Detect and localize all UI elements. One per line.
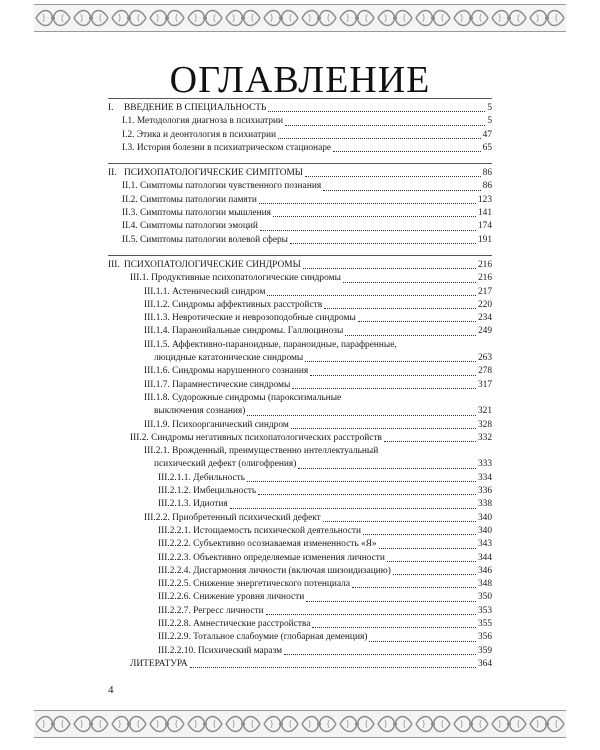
- toc-entry[interactable]: [108, 207, 492, 220]
- leader-dots: [268, 111, 485, 112]
- toc-entry-title: III.1.4. Параноийальные синдромы. Галлюцинозы: [144, 326, 344, 337]
- toc-entry[interactable]: [108, 631, 492, 644]
- leader-dots: [393, 574, 476, 575]
- top-ornament-band: [34, 4, 566, 32]
- toc-entry[interactable]: [108, 312, 492, 325]
- leader-dots: [369, 641, 476, 642]
- bottom-ornament-band: [34, 710, 566, 738]
- toc-entry[interactable]: [108, 392, 492, 419]
- toc-entry[interactable]: [108, 538, 492, 551]
- table-of-contents: [108, 98, 492, 679]
- toc-entry-title: III.2. Синдромы негативных психопатологических расстройств: [130, 432, 382, 443]
- leader-dots: [259, 203, 476, 204]
- leader-dots: [284, 654, 476, 655]
- toc-entry-title: III.1.2. Синдромы аффективных расстройств: [144, 299, 323, 310]
- toc-entry-title: III.2.2.6. Снижение уровня личности: [158, 592, 305, 603]
- toc-entry-title: III.2.1.2. Имбецильность: [158, 486, 257, 497]
- toc-entry[interactable]: [108, 658, 492, 671]
- toc-entry-page: 263: [477, 353, 492, 364]
- ornament-pattern-bottom: [34, 711, 566, 737]
- toc-entry[interactable]: [108, 379, 492, 392]
- toc-entry-title: III.2.2.10. Психический маразм: [158, 645, 283, 656]
- toc-entry[interactable]: [108, 194, 492, 207]
- toc-entry[interactable]: [108, 591, 492, 604]
- toc-entry-page: 334: [477, 472, 492, 483]
- leader-dots: [312, 627, 476, 628]
- toc-entry-title: III.1.3. Невротические и неврозоподобные синдромы: [144, 313, 356, 324]
- toc-entry-title: III.1.1. Астенический синдром: [144, 286, 266, 297]
- toc-entry-page: 216: [477, 273, 492, 284]
- leader-dots: [258, 494, 476, 495]
- toc-entry-page: 332: [477, 432, 492, 443]
- toc-entry-page: 336: [477, 486, 492, 497]
- leader-dots: [323, 190, 480, 191]
- toc-entry[interactable]: [108, 525, 492, 538]
- toc-entry-page: 355: [477, 618, 492, 629]
- toc-entry-title: ПСИХОПАТОЛОГИЧЕСКИЕ СИМПТОМЫ: [124, 168, 303, 179]
- leader-dots: [266, 614, 476, 615]
- toc-entry[interactable]: [108, 272, 492, 285]
- leader-dots: [333, 151, 481, 152]
- leader-dots: [285, 125, 485, 126]
- toc-entry-title: III.2.2.7. Регресс личности: [158, 605, 264, 616]
- toc-entry-title-continued: люцидные кататонические синдромы: [154, 353, 304, 364]
- toc-entry[interactable]: [108, 432, 492, 445]
- toc-entry-number: I.: [108, 103, 114, 113]
- toc-entry-title: II.1. Симптомы патологии чувственного познания: [122, 181, 322, 192]
- toc-section: [108, 99, 492, 163]
- page-title: ОГЛАВЛЕНИЕ: [169, 59, 431, 101]
- leader-dots: [292, 388, 476, 389]
- toc-entry[interactable]: [108, 339, 492, 366]
- toc-entry[interactable]: [108, 365, 492, 378]
- toc-entry-title: III.2.2.4. Дисгармония личности (включая шизоидизацию): [158, 565, 391, 576]
- toc-entry-number: II.: [108, 168, 117, 179]
- toc-entry-title: ЛИТЕРАТУРА: [130, 658, 188, 669]
- toc-entry[interactable]: [108, 180, 492, 193]
- toc-entry-title: III.2.2.5. Снижение энергетического потенциала: [158, 579, 351, 590]
- toc-entry[interactable]: [108, 552, 492, 565]
- toc-section: [108, 164, 492, 255]
- toc-entry[interactable]: [108, 325, 492, 338]
- toc-entry-title: III.2.2.9. Тотальное слабоумие (глобарная деменция): [158, 632, 368, 643]
- toc-entry-page: 321: [477, 406, 492, 417]
- toc-entry-title: III.2.2.2. Субъективно осознаваемая измененность «Я»: [158, 539, 377, 550]
- toc-entry-title: III.2.2. Приобретенный психический дефект: [144, 512, 321, 523]
- toc-entry-page: 278: [477, 366, 492, 377]
- toc-entry[interactable]: [108, 618, 492, 631]
- toc-entry-page: 317: [477, 379, 492, 390]
- leader-dots: [291, 428, 476, 429]
- toc-entry-page: 338: [477, 499, 492, 510]
- toc-entry-title: III.2.1.3. Идиотия: [158, 499, 228, 510]
- toc-entry-page: 328: [477, 419, 492, 430]
- toc-entry-page: 47: [482, 129, 492, 140]
- toc-entry-number: III.: [108, 259, 120, 270]
- toc-entry[interactable]: [108, 259, 492, 272]
- toc-entry-title: III.1.9. Психоорганический синдром: [144, 419, 289, 430]
- toc-entry[interactable]: [108, 419, 492, 432]
- toc-entry-page: 86: [482, 181, 492, 192]
- toc-entry-title-continued: психический дефект (олигофрения): [154, 459, 297, 470]
- toc-entry[interactable]: [108, 234, 492, 247]
- leader-dots: [387, 561, 476, 562]
- toc-entry[interactable]: [108, 605, 492, 618]
- toc-entry-title: I.3. История болезни в психиатрическом стационаре: [122, 142, 332, 153]
- toc-entry-page: 340: [477, 525, 492, 536]
- page-number: 4: [108, 684, 114, 696]
- leader-dots: [278, 138, 481, 139]
- toc-entry[interactable]: [108, 286, 492, 299]
- leader-dots: [384, 441, 476, 442]
- toc-entry-title: II.2. Симптомы патологии памяти: [122, 194, 257, 205]
- toc-entry-title: II.4. Симптомы патологии эмоций: [122, 221, 258, 232]
- toc-entry-page: 344: [477, 552, 492, 563]
- leader-dots: [358, 321, 476, 322]
- toc-entry-page: 191: [477, 234, 492, 245]
- toc-entry-title: III.1.5. Аффективно-параноидные, параноидные, парафренные,: [144, 339, 397, 350]
- toc-entry-page: 65: [482, 142, 492, 153]
- toc-entry-page: 353: [477, 605, 492, 616]
- leader-dots: [247, 481, 476, 482]
- leader-dots: [306, 601, 476, 602]
- leader-dots: [273, 216, 476, 217]
- toc-entry[interactable]: [108, 115, 492, 128]
- toc-entry-title: III.2.1. Врожденный, преимущественно интеллектуальный: [144, 446, 379, 457]
- leader-dots: [345, 335, 476, 336]
- leader-dots: [247, 415, 476, 416]
- toc-entry-page: 5: [487, 116, 492, 127]
- toc-entry[interactable]: [108, 485, 492, 498]
- toc-entry-title: I.2. Этика и деонтология в психиатрии: [122, 129, 277, 140]
- toc-entry[interactable]: [108, 129, 492, 142]
- toc-entry[interactable]: [108, 472, 492, 485]
- toc-entry-page: 86: [482, 168, 492, 179]
- toc-entry[interactable]: [108, 142, 492, 155]
- leader-dots: [230, 508, 476, 509]
- toc-entry-title: III.2.2.1. Истощаемость психической деятельности: [158, 525, 361, 536]
- toc-entry-page: 174: [477, 221, 492, 232]
- toc-entry[interactable]: [108, 498, 492, 511]
- leader-dots: [267, 295, 476, 296]
- toc-entry-page: 340: [477, 512, 492, 523]
- toc-entry-title: I.1. Методология диагноза в психиатрии: [122, 116, 284, 127]
- leader-dots: [305, 176, 481, 177]
- toc-entry-title: ПСИХОПАТОЛОГИЧЕСКИЕ СИНДРОМЫ: [124, 259, 301, 270]
- toc-entry[interactable]: [108, 565, 492, 578]
- toc-entry-title: III.2.1.1. Дебильность: [158, 472, 246, 483]
- leader-dots: [323, 521, 476, 522]
- toc-entry-page: 364: [477, 658, 492, 669]
- toc-entry-title: III.1. Продуктивные психопатологические синдромы: [130, 273, 341, 284]
- ornament-pattern-top: [34, 5, 566, 31]
- toc-entry-page: 333: [477, 459, 492, 470]
- leader-dots: [290, 243, 476, 244]
- toc-entry-page: 234: [477, 313, 492, 324]
- toc-entry-page: 359: [477, 645, 492, 656]
- toc-entry-title: ВВЕДЕНИЕ В СПЕЦИАЛЬНОСТЬ: [124, 103, 267, 113]
- leader-dots: [379, 548, 476, 549]
- toc-entry[interactable]: [108, 645, 492, 658]
- leader-dots: [260, 230, 476, 231]
- toc-entry-title: III.1.6. Синдромы нарушенного сознания: [144, 366, 309, 377]
- toc-entry-title: III.1.7. Парамнестические синдромы: [144, 379, 291, 390]
- toc-entry-page: 141: [477, 208, 492, 219]
- leader-dots: [310, 375, 476, 376]
- toc-entry[interactable]: [108, 512, 492, 525]
- toc-entry-title-continued: выключения сознания): [154, 406, 246, 417]
- leader-dots: [305, 361, 476, 362]
- toc-entry-page: 348: [477, 579, 492, 590]
- toc-entry-page: 346: [477, 565, 492, 576]
- toc-entry-title: II.3. Симптомы патологии мышления: [122, 208, 271, 219]
- toc-entry-page: 249: [477, 326, 492, 337]
- leader-dots: [352, 587, 476, 588]
- leader-dots: [303, 268, 476, 269]
- toc-entry[interactable]: [108, 220, 492, 233]
- toc-section: [108, 256, 492, 679]
- toc-entry[interactable]: [108, 167, 492, 180]
- toc-entry[interactable]: [108, 299, 492, 312]
- toc-entry-page: 220: [477, 299, 492, 310]
- toc-entry-title: II.5. Симптомы патологии волевой сферы: [122, 234, 288, 245]
- leader-dots: [298, 468, 476, 469]
- toc-entry-page: 216: [477, 259, 492, 270]
- toc-entry-page: 5: [487, 103, 492, 113]
- leader-dots: [190, 667, 476, 668]
- toc-entry[interactable]: [108, 102, 492, 115]
- leader-dots: [324, 308, 476, 309]
- toc-entry-page: 350: [477, 592, 492, 603]
- toc-entry-page: 217: [477, 286, 492, 297]
- toc-entry-title: III.2.2.3. Объективно определяемые изменения личности: [158, 552, 385, 563]
- toc-entry-title: III.1.8. Судорожные синдромы (пароксизмальные: [144, 392, 342, 403]
- leader-dots: [363, 534, 476, 535]
- toc-entry-page: 356: [477, 632, 492, 643]
- leader-dots: [343, 282, 476, 283]
- toc-entry-title: III.2.2.8. Амнестические расстройства: [158, 618, 311, 629]
- toc-entry-page: 343: [477, 539, 492, 550]
- toc-entry[interactable]: [108, 578, 492, 591]
- toc-entry[interactable]: [108, 445, 492, 472]
- toc-entry-page: 123: [477, 194, 492, 205]
